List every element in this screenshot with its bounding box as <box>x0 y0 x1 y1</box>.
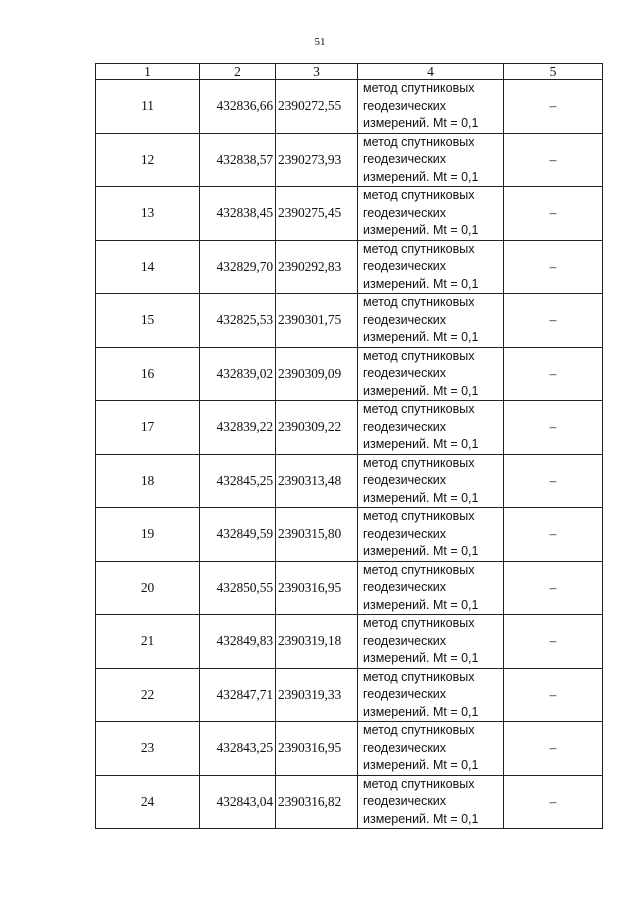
method-line: геодезических <box>363 526 447 541</box>
method-line: метод спутниковых <box>363 348 475 363</box>
y-coordinate-cell: 2390272,55 <box>276 80 358 134</box>
method-line: метод спутниковых <box>363 562 475 577</box>
x-coordinate-cell: 432843,25 <box>200 722 276 776</box>
point-number-cell: 21 <box>96 615 200 669</box>
y-coordinate-cell: 2390301,75 <box>276 294 358 348</box>
method-line: измерений. Mt = 0,1 <box>363 597 479 612</box>
x-coordinate-cell: 432825,53 <box>200 294 276 348</box>
method-line: измерений. Mt = 0,1 <box>363 704 479 719</box>
header-col-4: 4 <box>358 64 504 80</box>
method-line: геодезических <box>363 580 447 594</box>
method-line: геодезических <box>363 98 447 113</box>
table-header <box>96 64 603 80</box>
table-row <box>96 561 603 615</box>
table-row <box>96 347 603 401</box>
x-coordinate-cell: 432836,66 <box>200 80 276 134</box>
header-col-5: 5 <box>504 64 603 80</box>
table-row <box>96 80 603 134</box>
note-cell: – <box>504 294 603 348</box>
point-number-cell: 22 <box>96 668 200 722</box>
table-row <box>96 615 603 669</box>
method-line: метод спутниковых <box>363 669 475 684</box>
table-row <box>96 668 603 722</box>
method-line: геодезических <box>363 366 447 380</box>
note-cell: – <box>504 80 603 134</box>
header-col-1: 1 <box>96 64 200 80</box>
header-col-2: 2 <box>200 64 276 80</box>
method-cell <box>358 294 504 348</box>
method-line: геодезических <box>363 152 447 166</box>
note-cell: – <box>504 240 603 294</box>
point-number-cell: 20 <box>96 561 200 615</box>
method-line: измерений. Mt = 0,1 <box>363 330 479 344</box>
point-number-cell: 15 <box>96 294 200 348</box>
method-cell <box>358 240 504 294</box>
method-cell <box>358 401 504 455</box>
y-coordinate-cell: 2390319,18 <box>276 615 358 669</box>
point-number-cell: 16 <box>96 347 200 401</box>
x-coordinate-cell: 432838,57 <box>200 133 276 187</box>
method-line: измерений. Mt = 0,1 <box>363 116 479 130</box>
method-line: метод спутниковых <box>363 241 475 256</box>
note-cell: – <box>504 508 603 562</box>
table-row <box>96 294 603 348</box>
note-cell: – <box>504 133 603 187</box>
method-line: метод спутниковых <box>363 616 475 630</box>
method-cell <box>358 722 504 776</box>
method-line: геодезических <box>363 633 447 648</box>
y-coordinate-cell: 2390316,82 <box>276 775 358 829</box>
method-line: геодезических <box>363 312 447 327</box>
x-coordinate-cell: 432847,71 <box>200 668 276 722</box>
x-coordinate-cell: 432850,55 <box>200 561 276 615</box>
x-coordinate-cell: 432843,04 <box>200 775 276 829</box>
method-line: измерений. Mt = 0,1 <box>363 811 479 826</box>
y-coordinate-cell: 2390273,93 <box>276 133 358 187</box>
method-cell <box>358 668 504 722</box>
y-coordinate-cell: 2390309,22 <box>276 401 358 455</box>
table-row <box>96 508 603 562</box>
note-cell: – <box>504 454 603 508</box>
y-coordinate-cell: 2390315,80 <box>276 508 358 562</box>
table-row <box>96 722 603 776</box>
x-coordinate-cell: 432845,25 <box>200 454 276 508</box>
y-coordinate-cell: 2390316,95 <box>276 561 358 615</box>
x-coordinate-cell: 432838,45 <box>200 187 276 241</box>
table-row <box>96 401 603 455</box>
method-line: измерений. Mt = 0,1 <box>363 276 479 291</box>
note-cell: – <box>504 722 603 776</box>
point-number-cell: 17 <box>96 401 200 455</box>
method-cell <box>358 80 504 134</box>
method-cell <box>358 187 504 241</box>
method-line: метод спутниковых <box>363 295 475 309</box>
method-line: метод спутниковых <box>363 402 475 416</box>
method-cell <box>358 561 504 615</box>
y-coordinate-cell: 2390309,09 <box>276 347 358 401</box>
point-number-cell: 14 <box>96 240 200 294</box>
x-coordinate-cell: 432849,83 <box>200 615 276 669</box>
y-coordinate-cell: 2390275,45 <box>276 187 358 241</box>
method-line: метод спутниковых <box>363 134 475 149</box>
method-line: метод спутниковых <box>363 81 475 95</box>
method-line: метод спутниковых <box>363 723 475 737</box>
method-line: измерений. Mt = 0,1 <box>363 383 479 398</box>
method-line: метод спутниковых <box>363 776 475 791</box>
point-number-cell: 11 <box>96 80 200 134</box>
y-coordinate-cell: 2390313,48 <box>276 454 358 508</box>
method-line: метод спутниковых <box>363 509 475 523</box>
note-cell: – <box>504 615 603 669</box>
point-number-cell: 19 <box>96 508 200 562</box>
method-line: измерений. Mt = 0,1 <box>363 544 479 558</box>
method-cell <box>358 454 504 508</box>
note-cell: – <box>504 187 603 241</box>
y-coordinate-cell: 2390319,33 <box>276 668 358 722</box>
x-coordinate-cell: 432829,70 <box>200 240 276 294</box>
table-row <box>96 454 603 508</box>
table-row <box>96 133 603 187</box>
method-line: геодезических <box>363 740 447 755</box>
method-line: измерений. Mt = 0,1 <box>363 758 479 772</box>
method-cell <box>358 615 504 669</box>
note-cell: – <box>504 347 603 401</box>
note-cell: – <box>504 668 603 722</box>
method-line: измерений. Mt = 0,1 <box>363 651 479 665</box>
point-number-cell: 13 <box>96 187 200 241</box>
method-cell <box>358 775 504 829</box>
x-coordinate-cell: 432839,22 <box>200 401 276 455</box>
method-line: геодезических <box>363 687 447 701</box>
method-line: измерений. Mt = 0,1 <box>363 437 479 451</box>
method-cell <box>358 508 504 562</box>
header-col-3: 3 <box>276 64 358 80</box>
x-coordinate-cell: 432849,59 <box>200 508 276 562</box>
method-line: метод спутниковых <box>363 455 475 470</box>
y-coordinate-cell: 2390316,95 <box>276 722 358 776</box>
point-number-cell: 24 <box>96 775 200 829</box>
page-number: 51 <box>314 36 326 48</box>
method-line: метод спутниковых <box>363 188 475 202</box>
method-line: геодезических <box>363 794 447 808</box>
x-coordinate-cell: 432839,02 <box>200 347 276 401</box>
method-cell <box>358 133 504 187</box>
y-coordinate-cell: 2390292,83 <box>276 240 358 294</box>
method-line: геодезических <box>363 419 447 434</box>
method-line: геодезических <box>363 259 447 273</box>
point-number-cell: 12 <box>96 133 200 187</box>
table-body <box>96 80 603 829</box>
point-number-cell: 23 <box>96 722 200 776</box>
note-cell: – <box>504 561 603 615</box>
method-line: геодезических <box>363 205 447 220</box>
note-cell: – <box>504 401 603 455</box>
table-row <box>96 240 603 294</box>
table-row <box>96 775 603 829</box>
method-line: измерений. Mt = 0,1 <box>363 223 479 237</box>
method-line: измерений. Mt = 0,1 <box>363 169 479 184</box>
method-line: геодезических <box>363 473 447 487</box>
method-line: измерений. Mt = 0,1 <box>363 490 479 505</box>
method-cell <box>358 347 504 401</box>
header-row <box>96 64 603 80</box>
table-row <box>96 187 603 241</box>
coordinates-table <box>95 63 603 829</box>
note-cell: – <box>504 775 603 829</box>
point-number-cell: 18 <box>96 454 200 508</box>
